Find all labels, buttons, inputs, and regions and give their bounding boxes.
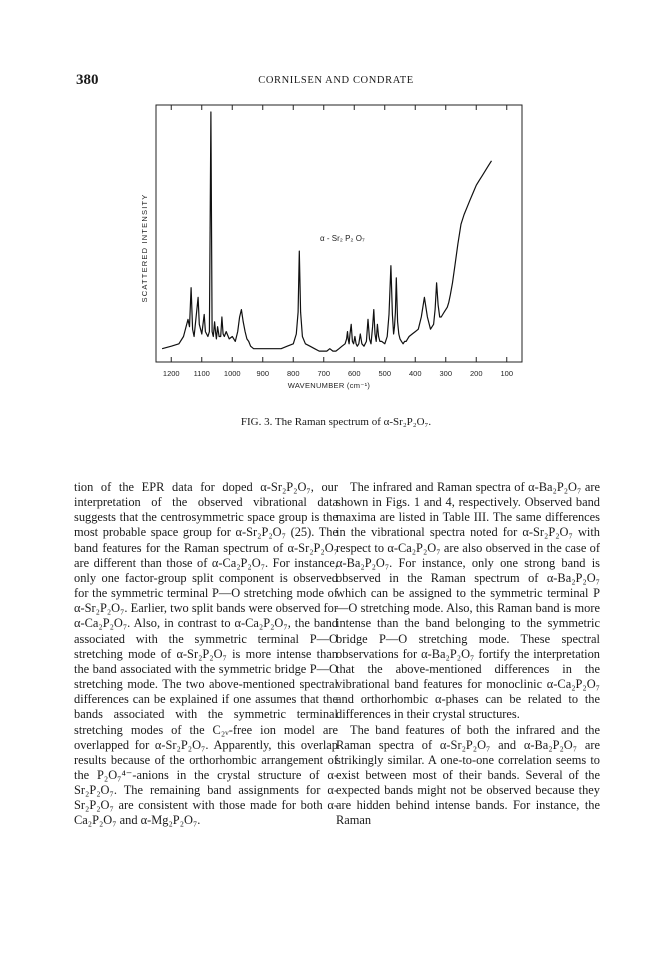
x-tick-label: 1000 — [223, 369, 241, 378]
x-tick-label: 100 — [500, 369, 514, 378]
x-tick-label: 400 — [408, 369, 422, 378]
spectrum-label: α - Sr₂ P₂ O₇ — [320, 234, 365, 243]
x-tick-label: 1100 — [193, 369, 210, 378]
raman-spectrum-chart — [140, 100, 530, 390]
spectrum-line — [162, 112, 491, 351]
paragraph: The band features of both the infrared and the Raman spectra of α-Sr₂P₂O₇ and α-Ba₂P₂O₇ are strikingly similar. A one-to-one correlation seems to exist between most of their bands. Several of the expected bands might not be observed because they are hidden behind intense bands. For instance, the Raman — [336, 722, 600, 828]
x-tick-label: 600 — [347, 369, 361, 378]
x-tick-label: 200 — [469, 369, 483, 378]
paragraph: The infrared and Raman spectra of α-Ba₂P₂O₇ are shown in Figs. 1 and 4, respectively. Observed band maxima are listed in Table III. The same differences in the vibrational spectra noted for α-Sr₂P₂O₇ with respect to α-Ca₂P₂O₇ are also observed in the case of α-Ba₂P₂O₇. For instance, only one strong band is observed in the Raman spectrum of α-Ba₂P₂O₇ which can be assigned to the symmetric terminal P—O stretching mode. Also, this Raman band is more intense than the band belonging to the symmetric bridge P—O stretching mode. These spectral observations for α-Ba₂P₂O₇ fortify the interpretation that the above-mentioned differences in the vibrational band features for monoclinic α-Ca₂P₂O₇ and orthorhombic α-phases can be related to the differences in their crystal structures. — [336, 480, 600, 722]
page-number: 380 — [76, 72, 99, 88]
x-axis-tick-labels — [163, 369, 513, 378]
text-column-right — [336, 480, 600, 829]
x-axis-title: WAVENUMBER (cm⁻¹) — [287, 381, 371, 390]
text-column-left — [74, 480, 338, 829]
running-head: CORNILSEN AND CONDRATE — [258, 75, 414, 86]
x-tick-label: 900 — [256, 369, 270, 378]
figure-caption: FIG. 3. The Raman spectrum of α-Sr₂P₂O₇. — [240, 416, 432, 428]
raman-spectrum-figure — [140, 100, 530, 390]
x-tick-label: 1200 — [162, 369, 180, 378]
x-tick-label: 500 — [378, 369, 392, 378]
x-tick-label: 300 — [439, 369, 453, 378]
x-tick-label: 700 — [317, 369, 331, 378]
paragraph: tion of the EPR data for doped α-Sr₂P₂O₇, our interpretation of the observed vibrational data suggests that the centrosymmetric space group is the most probable space group for α-Sr₂P₂O₇ (25). The band features for the Raman spectrum of α-Sr₂P₂O₇ are different than those of α-Ca₂P₂O₇. For instance, only one factor-group split component is observed for the symmetric terminal P—O stretching mode of α-Sr₂P₂O₇. Earlier, two split bands were observed for α-Ca₂P₂O₇. Also, in contrast to α-Ca₂P₂O₇, the band associated with the symmetric terminal P—O stretching mode of α-Sr₂P₂O₇ is more intense than the band associated with the symmetric bridge P—O stretching mode. The two above-mentioned spectral differences can be explained if one assumes that the bands associated with the symmetric terminal stretching modes of the C₂ᵥ-free ion model are overlapped for α-Sr₂P₂O₇. Apparently, this overlap results because of the orthorhombic arrangement of the P₂O₇⁴⁻-anions in the crystal structure of α-Sr₂P₂O₇. The remaining band assignments for α-Sr₂P₂O₇ are consistent with those made for both α-Ca₂P₂O₇ and α-Mg₂P₂O₇. — [74, 480, 338, 828]
x-tick-label: 800 — [286, 369, 300, 378]
y-axis-title: SCATTERED INTENSITY — [140, 193, 149, 303]
